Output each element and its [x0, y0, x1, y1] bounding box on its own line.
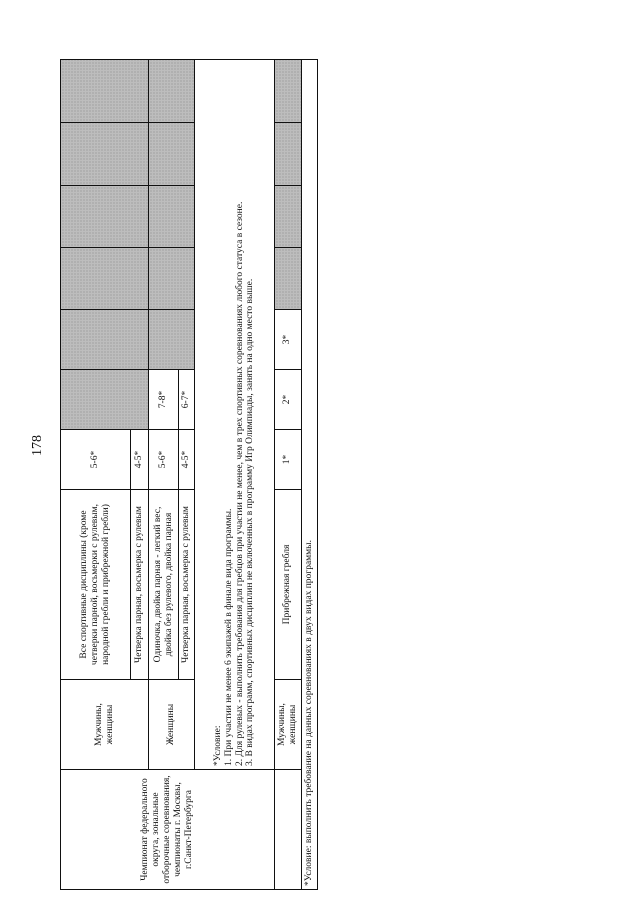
discipline-cell: Прибрежная гребля [275, 490, 302, 680]
shaded-cell [61, 370, 149, 430]
footer-note: *Условие: выполнить требование на данных соревнованиях в двух видах программы. [301, 60, 317, 890]
note-title: *Условие: [212, 725, 223, 766]
place-cell: 4-5* [179, 430, 195, 490]
place-cell: 7-8* [149, 370, 179, 430]
shaded-cell [61, 310, 149, 370]
shaded-cell [61, 60, 149, 123]
page-number: 178 [30, 435, 45, 456]
event-cell: Чемпионат федерального округа, зональные отборочные соревнования, чемпионаты г. Москвы, г.Санкт-Петербурга [61, 770, 275, 890]
rotated-table-area [60, 60, 325, 890]
group-cell: Мужчины, женщины [275, 680, 302, 770]
shaded-cell [275, 186, 302, 248]
shaded-cell [149, 123, 195, 186]
requirements-table [60, 59, 318, 890]
place-cell: 3* [275, 310, 302, 370]
shaded-cell [149, 186, 195, 248]
table-row [195, 60, 275, 890]
shaded-cell [275, 248, 302, 310]
shaded-cell [61, 123, 149, 186]
place-cell: 4-5* [131, 430, 149, 490]
table-row [275, 60, 302, 890]
shaded-cell [149, 310, 195, 370]
shaded-cell [275, 123, 302, 186]
table-row [301, 60, 317, 890]
shaded-cell [149, 248, 195, 310]
shaded-cell [275, 60, 302, 123]
blank-cell [275, 770, 302, 890]
place-cell: 5-6* [149, 430, 179, 490]
group-cell: Мужчины, женщины [61, 680, 149, 770]
table-row [149, 60, 179, 890]
table-row [61, 60, 131, 890]
conditions-note [195, 60, 275, 770]
note-item: 2. Для рулевых - выполнить требования для гребцов при участии не менее, чем в трех спортивных соревнованиях любого статуса в сезоне. [234, 201, 245, 766]
discipline-cell: Все спортивные дисциплины (кроме четверки парной, восьмерки с рулевым, народной гребли и прибрежной гребли) [61, 490, 131, 680]
place-cell: 2* [275, 370, 302, 430]
discipline-cell: Четверка парная, восьмерка с рулевым [179, 490, 195, 680]
group-cell: Женщины [149, 680, 195, 770]
shaded-cell [149, 60, 195, 123]
shaded-cell [61, 248, 149, 310]
place-cell: 6-7* [179, 370, 195, 430]
discipline-cell: Одиночка, двойка парная - легкий вес, двойка без рулевого, двойка парная [149, 490, 179, 680]
discipline-cell: Четверка парная, восьмерка с рулевым [131, 490, 149, 680]
note-item: 1. При участии не менее 6 экипажей в финале вида программы. [223, 508, 234, 766]
place-cell: 5-6* [61, 430, 131, 490]
place-cell: 1* [275, 430, 302, 490]
note-item: 3. В видах программ, спортивных дисциплин не включенных в программу Игр Олимпиады, занять на одно место выше. [245, 278, 256, 766]
shaded-cell [61, 186, 149, 248]
